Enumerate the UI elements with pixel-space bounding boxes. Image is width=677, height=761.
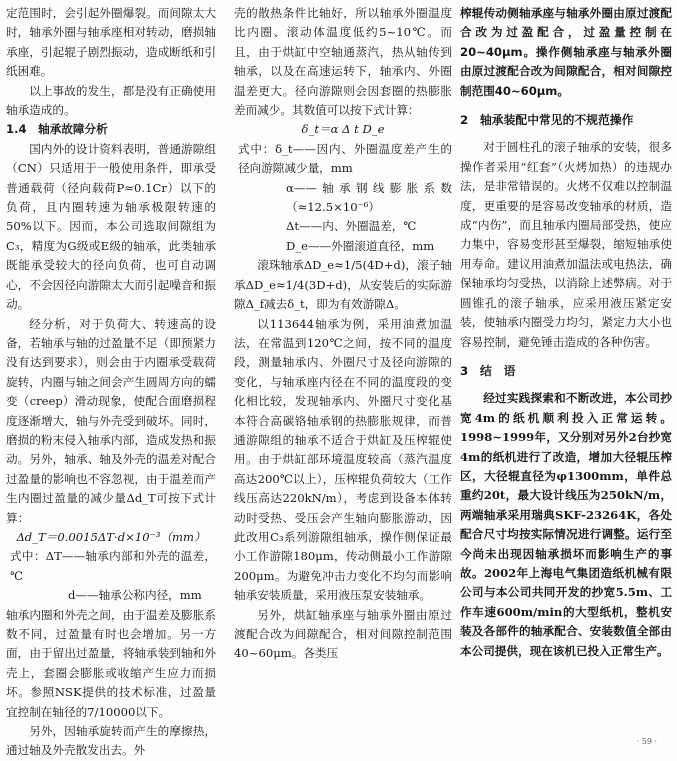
column-middle [234,4,452,746]
column-left [6,4,216,758]
paragraph: 经过实践探索和不断改进，本公司抄宽4m的纸机顺利投入正常运转。1998~1999年，又分别对另外2台抄宽4m的纸机进行了改造，增加大径辊压榨区，大径辊直径为φ1300mm，单件总重约20t，最大设计线压为250kN/m，两端轴承采用瑞典SKF-23264K，各处配合尺寸均按实际情况进行调整。运行至今尚未出现因轴承损坏而影响生产的事故。2002年上海电气集团造纸机械有限公司与本公司共同开发的抄宽5.5m、工作车速600m/min的大型纸机，整机安装及各部件的轴承配合、安装数值全部由本公司提供，现在该机已投入正常生产。 [460,391,672,658]
formula-definition: d——轴承公称内径，mm [68,588,202,603]
column-right [460,4,672,746]
section-heading-2: 2 轴承装配中常见的不规范操作 [460,113,634,128]
section-heading-3: 3 结 语 [460,363,516,378]
paragraph: 以上事故的发生，都是没有正确使用轴承造成的。 [6,83,216,118]
formula-definition: 式中：δ_t——因内、外圈温度差产生的径向游隙减少量，mm [238,141,452,176]
paragraph: 另外，因轴承旋转而产生的摩擦热，通过轴及外壳散发出去。外 [6,724,216,758]
formula-definition: Δt——内、外圈温差，℃ [286,219,417,234]
formula-delta-dt: Δd_T＝0.0015ΔT·d×10⁻³（mm） [16,529,206,544]
formula-definition: D_e——外圈滚道直径，mm [286,238,435,253]
page-number: · 59 · [636,737,657,746]
paragraph: 经分析，对于负荷大、转速高的设备，若轴承与轴的过盈量不足（即预紧力没有达到要求），则会由于内圈承受载荷旋转，内圈与轴之间会产生圆周方向的蠕变（creep）滑动现象，使配合面磨损程度逐渐增大，轴与外壳受到破坏。同时，磨损的粉末侵入轴承内部，造成发热和振动。另外，轴承、轴及外壳的温差对配合过盈量的影响也不容忽视，由于温差而产生内圈过盈量的减少量Δd_T可按下式计算： [6,316,216,525]
paragraph: 以113644轴承为例，采用油煮加温法，在常温到120℃之间，按不同的温度段，测量轴承内、外圈尺寸及径向游隙的变化，与轴承座内径在不同的温度段的变化相比较，发现轴承内、外圈尺寸变化基本符合高碳铬轴承钢的热膨胀规律，而普通游隙组的轴承不适合于烘缸及压榨辊使用。由于烘缸部环境温度较高（蒸汽温度高达200℃以上），压榨辊负荷较大（工作线压高达220kN/m），考虑到设备本体转动时受热、受压会产生轴向膨胀游动，因此改用C₃系列游隙组轴承，操作侧保证最小工作游隙180μm，传动侧最小工作游隙200μm。为避免冲击力变化不均匀而影响轴承安装质量，采用液压泵安装轴承。 [234,316,452,603]
formula-definition: 式中：ΔT——轴承内部和外壳的温差，℃ [10,549,216,583]
paragraph: 榨辊传动侧轴承座与轴承外圈由原过渡配合改为过盈配合，过盈量控制在20~40μm。操作侧轴承座与轴承外圈由原过渡配合改为间隙配合，相对间隙控制范围40~60μm。 [460,6,672,98]
paragraph: 壳的散热条件比轴好，所以轴承外圈温度比内圈、滚动体温度低约5~10℃。而且，由于烘缸中空轴通蒸汽，热从轴传到轴承，以及在高速运转下，轴承内、外圈温差更大。径向游隙则会因套圈的热膨胀差而减少。其数值可以按下式计算： [234,6,452,118]
paragraph: 定范围时，会引起外圈爆裂。而间隙太大时，轴承外圈与轴承座相对转动，磨损轴承座，引起辊子剧烈振动，造成断纸和引纸困难。 [6,6,216,79]
paragraph: 对于圆柱孔的滚子轴承的安装，很多操作者采用“红套”（火烤加热）的违规办法，是非常错误的。火烤不仅难以控制温度，更重要的是容易改变轴承的材质，造成“内伤”，而且轴承内圈局部受热，使应力集中，容易变形甚至爆裂，缩短轴承使用寿命。建议用油煮加温法或电热法，确保轴承均匀受热，以消除上述弊病。对于圆锥孔的滚子轴承，应采用液压紧定安装，使轴承内圈受力均匀，紧定力大小也容易控制，避免锤击造成的各种伤害。 [460,140,672,349]
paragraph: 滚珠轴承ΔD_e≈1/5(4D+d)，滚子轴承ΔD_e≈1/4(3D+d)，从安装后的实际游隙Δ_f减去δ_t，即为有效游隙Δ。 [234,258,452,312]
paragraph: 轴承内圈和外壳之间，由于温差及膨胀系数不同，过盈量有时也会增加。另一方面，由于留出过盈量，将轴承装到轴和外壳上，套圈会膨胀或收缩产生应力而损坏。参照NSK提供的技术标准，过盈量宜控制在轴径的7/10000以下。 [6,607,216,719]
paragraph: 国内外的设计资料表明，普通游隙组（CN）只适用于一般使用条件，即承受普通载荷（径向载荷P≈0.1Cr）以下的负荷，且内圈转速为轴承极限转速的50%以下。因而，本公司选取间隙组为C₃，精度为G级或E级的轴承，此类轴承既能承受较大的径向负荷，也可自动调心，不会因径向游隙太大而引起噪音和振动。 [6,141,216,312]
section-heading-1-4: 1.4 轴承故障分析 [6,122,108,137]
paragraph: 另外，烘缸轴承座与轴承外圈由原过渡配合改为间隙配合，相对间隙控制范围40~60μm。各类压 [234,607,452,661]
formula-delta-t: δ_t＝α Δ t D_e [301,122,385,137]
formula-definition: α——轴承钢线膨胀系数（≈12.5×10⁻⁶） [286,180,452,215]
